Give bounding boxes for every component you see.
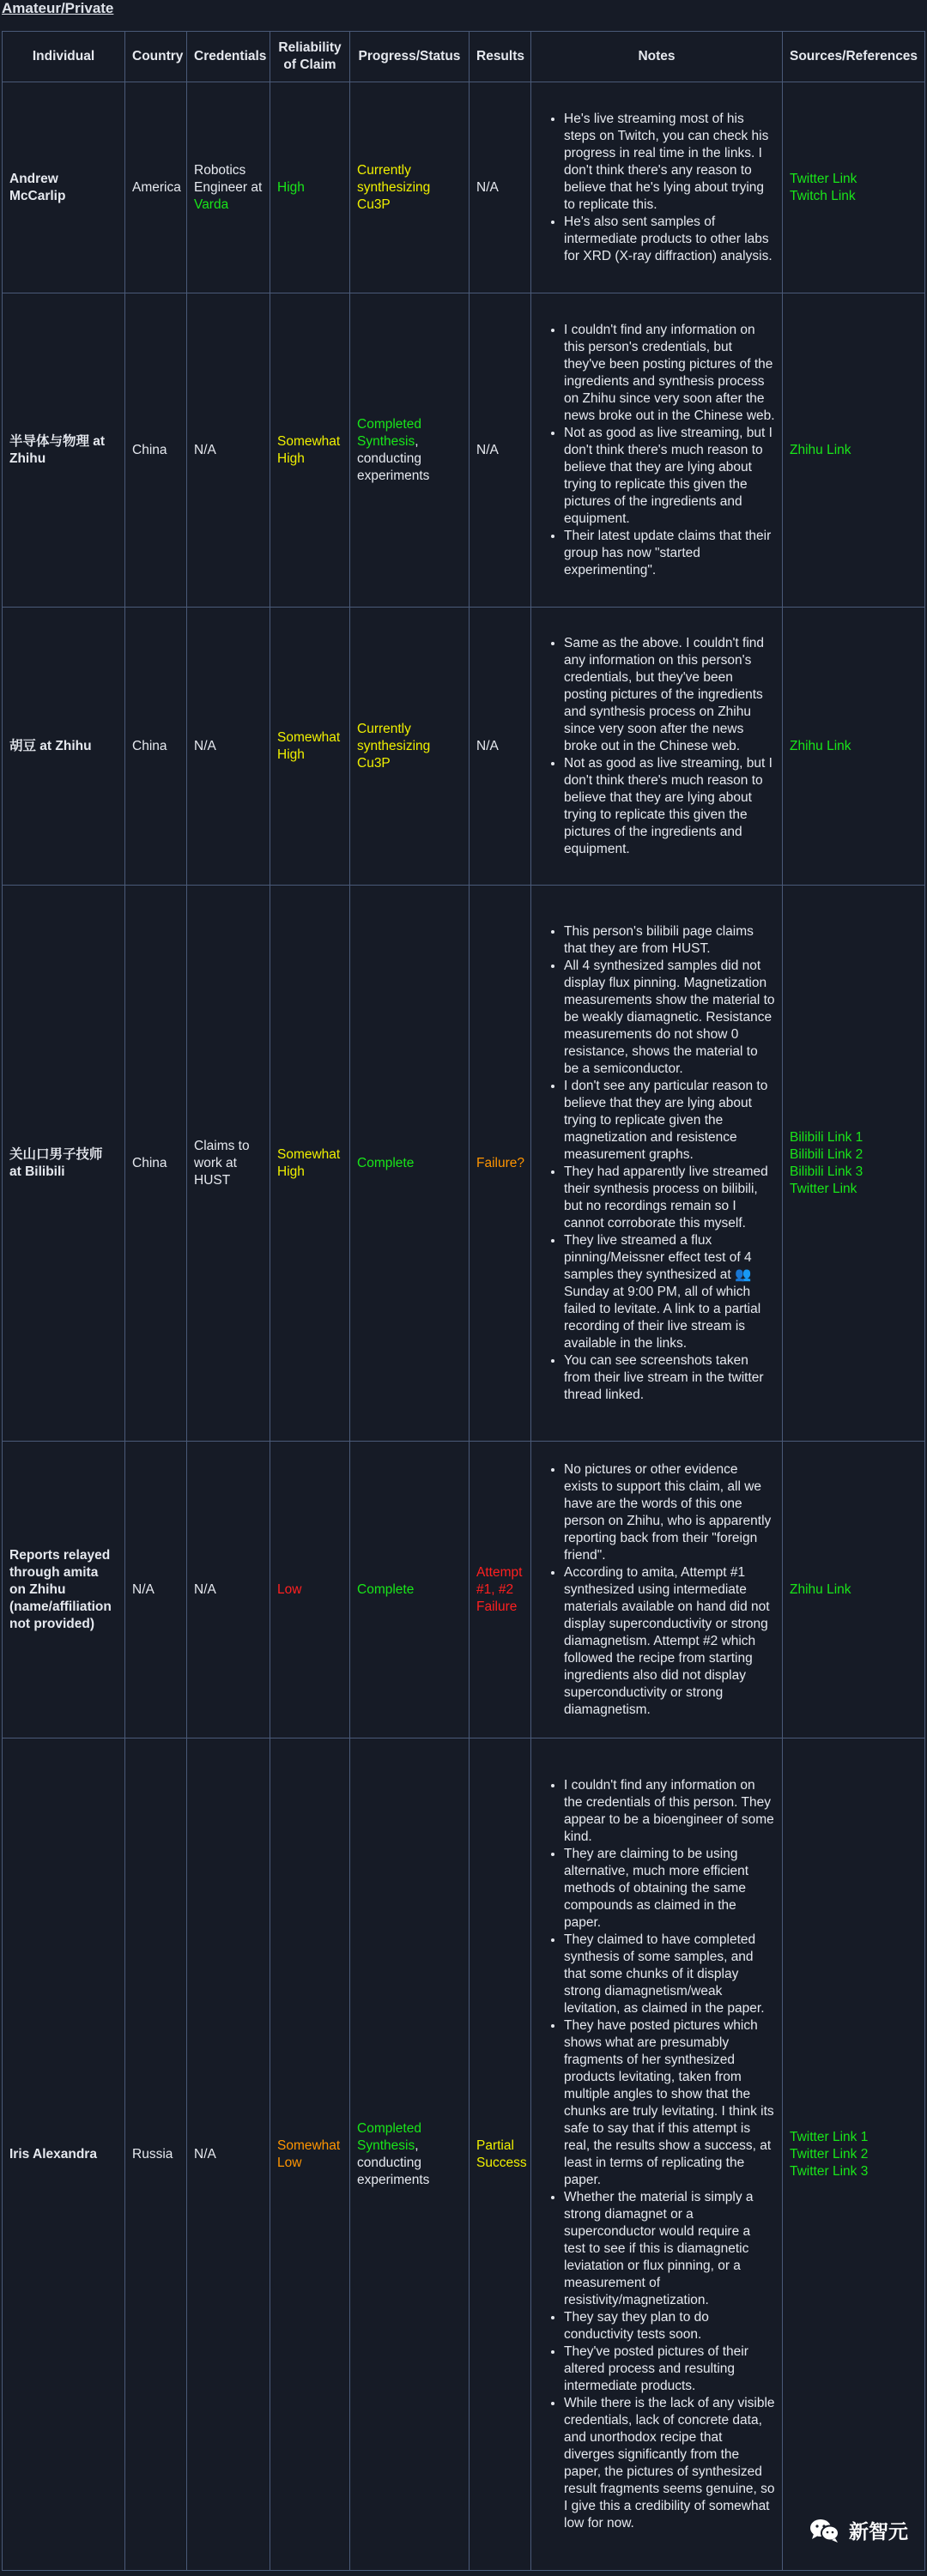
watermark — [809, 2516, 908, 2544]
note-item: • All 4 synthesized samples did not display flux pinning. Magnetization measurements show the material to be weakly diamagnetic. Resistance measurements do not show 0 resistance, shows the material to be a semiconductor. — [564, 958, 775, 1078]
table-row — [3, 1738, 925, 2571]
progress-cell: Currently synthesizing Cu3P — [350, 608, 470, 886]
col-country: Country — [125, 32, 187, 82]
individual-cell: 半导体与物理 at Zhihu — [3, 293, 125, 608]
country-cell: China — [125, 608, 187, 886]
note-item: • They live streamed a flux pinning/Meissner effect test of 4 samples they synthesized at 👥 Sunday at 9:00 PM, all of which failed to levitate. A link to a partial recording of their live stream is available in the links. — [564, 1232, 775, 1352]
watermark-text: 新智元 — [849, 2520, 908, 2543]
table-row — [3, 293, 925, 608]
twitter-link-1[interactable]: Twitter Link 1 — [790, 2129, 869, 2144]
table-row — [3, 82, 925, 293]
col-sources: Sources/References — [783, 32, 925, 82]
sources-cell — [783, 608, 925, 886]
col-notes: Notes — [531, 32, 783, 82]
reliability-cell: Somewhat High — [270, 608, 350, 886]
note-item: • They claimed to have completed synthesis of some samples, and that some chunks of it display strong diamagnetism/weak levitation, as claimed in the paper. — [564, 1932, 775, 2017]
sources-cell — [783, 886, 925, 1442]
note-item: • This person's bilibili page claims that they are from HUST. — [564, 923, 775, 958]
note-item: • He's live streaming most of his steps on Twitch, you can check his progress in real time in the links. I don't think there's any reason to believe that he's lying about trying to replicate this. — [564, 111, 775, 214]
note-item: • While there is the lack of any visible credentials, lack of concrete data, and unorthodox recipe that diverges significantly from the paper, the pictures of synthesized result fragments seems genuine, so I give this a credibility of somewhat low for now. — [564, 2395, 775, 2532]
reliability-cell: Somewhat High — [270, 886, 350, 1442]
note-item: • Whether the material is simply a strong diamagnet or a superconductor would require a test to see if this is diamagnetic leviatation or flux pinning, or a measurement of resistivity/magnetization. — [564, 2189, 775, 2309]
notes-cell — [531, 293, 783, 608]
col-reliability: Reliability of Claim — [270, 32, 350, 82]
country-cell: Russia — [125, 1738, 187, 2571]
country-cell: America — [125, 82, 187, 293]
note-item: • They have posted pictures which shows what are presumably fragments of her synthesized products levitating, taken from multiple angles to show that the chunks are truly levitating. I think its safe to say that if this attempt is real, the results show a success, at least in terms of replicating the paper. — [564, 2017, 775, 2189]
note-item: • He's also sent samples of intermediate products to other labs for XRD (X-ray diffraction) analysis. — [564, 214, 775, 265]
sources-cell — [783, 82, 925, 293]
sources-cell — [783, 1442, 925, 1738]
note-item: • Their latest update claims that their group has now "started experimenting". — [564, 528, 775, 579]
individual-cell: Andrew McCarlip — [3, 82, 125, 293]
notes-cell — [531, 608, 783, 886]
country-cell: China — [125, 293, 187, 608]
bilibili-link-3[interactable]: Bilibili Link 3 — [790, 1164, 863, 1179]
note-item: • I don't see any particular reason to believe that they are lying about trying to replicate given the magnetization and resistence measurement graphs. — [564, 1078, 775, 1164]
bilibili-link-1[interactable]: Bilibili Link 1 — [790, 1129, 863, 1145]
section-title[interactable]: Amateur/Private — [2, 0, 114, 16]
note-item: • Not as good as live streaming, but I don't think there's much reason to believe that they are lying about trying to replicate this given the pictures of the ingredients and equipment. — [564, 755, 775, 858]
twitter-link[interactable]: Twitter Link — [790, 1181, 857, 1196]
table-row — [3, 886, 925, 1442]
note-item: • According to amita, Attempt #1 synthesized using intermediate materials available on hand did not display superconductivity or strong diamagnetism. Attempt #2 which followed the recipe from starting ingredients also did not display superconductivity or strong diamagnetism. — [564, 1564, 775, 1719]
credentials-highlight[interactable]: Varda — [194, 197, 229, 212]
progress-cell: Completed Synthesis, conducting experiments — [350, 293, 470, 608]
twitter-link-2[interactable]: Twitter Link 2 — [790, 2146, 869, 2162]
credentials-cell: N/A — [187, 1442, 270, 1738]
zhihu-link[interactable]: Zhihu Link — [790, 442, 851, 457]
credentials-cell: N/A — [187, 293, 270, 608]
credentials-cell: Claims to work at HUST — [187, 886, 270, 1442]
notes-cell — [531, 82, 783, 293]
note-item: • You can see screenshots taken from their live stream in the twitter thread linked. — [564, 1352, 775, 1404]
individual-cell: 胡豆 at Zhihu — [3, 608, 125, 886]
zhihu-link[interactable]: Zhihu Link — [790, 1581, 851, 1597]
reliability-cell: Somewhat Low — [270, 1738, 350, 2571]
col-credentials: Credentials — [187, 32, 270, 82]
country-cell: China — [125, 886, 187, 1442]
results-cell: N/A — [470, 608, 531, 886]
notes-cell — [531, 1442, 783, 1738]
bilibili-link-2[interactable]: Bilibili Link 2 — [790, 1146, 863, 1162]
wechat-icon — [809, 2518, 840, 2543]
note-item: • No pictures or other evidence exists to support this claim, all we have are the words of this one person on Zhihu, who is apparently reporting back from their "foreign friend". — [564, 1461, 775, 1564]
twitter-link-3[interactable]: Twitter Link 3 — [790, 2163, 869, 2179]
credentials-cell: Robotics Engineer at Varda — [187, 82, 270, 293]
col-progress: Progress/Status — [350, 32, 470, 82]
table-row — [3, 608, 925, 886]
zhihu-link[interactable]: Zhihu Link — [790, 738, 851, 753]
note-item: • They've posted pictures of their altered process and resulting intermediate products. — [564, 2343, 775, 2395]
results-cell: N/A — [470, 293, 531, 608]
individual-cell: Reports relayed through amita on Zhihu (name/affiliation not provided) — [3, 1442, 125, 1738]
reliability-cell: Low — [270, 1442, 350, 1738]
credentials-cell: N/A — [187, 608, 270, 886]
notes-cell — [531, 886, 783, 1442]
results-cell: Failure? — [470, 886, 531, 1442]
sources-cell — [783, 293, 925, 608]
sources-cell — [783, 1738, 925, 2571]
country-cell: N/A — [125, 1442, 187, 1738]
results-cell: N/A — [470, 82, 531, 293]
results-cell: Attempt #1, #2 Failure — [470, 1442, 531, 1738]
col-individual: Individual — [3, 32, 125, 82]
credentials-cell: N/A — [187, 1738, 270, 2571]
col-results: Results — [470, 32, 531, 82]
note-item: • I couldn't find any information on this person's credentials, but they've been posting pictures of the ingredients and synthesis process on Zhihu since very soon after the news broke out in the Chinese web. — [564, 322, 775, 425]
reliability-cell: High — [270, 82, 350, 293]
header-row — [3, 32, 925, 82]
note-item: • Not as good as live streaming, but I don't think there's much reason to believe that they are lying about trying to replicate this given the pictures of the ingredients and equipment. — [564, 425, 775, 528]
note-item: • They say they plan to do conductivity tests soon. — [564, 2309, 775, 2343]
note-item: • They had apparently live streamed their synthesis process on bilibili, but no recordings remain so I cannot corroborate this myself. — [564, 1164, 775, 1232]
reliability-cell: Somewhat High — [270, 293, 350, 608]
note-item: • I couldn't find any information on the credentials of this person. They appear to be a bioengineer of some kind. — [564, 1777, 775, 1846]
note-item: • Same as the above. I couldn't find any information on this person's credentials, but they've been posting pictures of the ingredients and synthesis process on Zhihu since very soon after the news broke out in the Chinese web. — [564, 635, 775, 755]
twitch-link[interactable]: Twitch Link — [790, 188, 856, 203]
individual-cell: 关山口男子技师 at Bilibili — [3, 886, 125, 1442]
progress-cell: Completed Synthesis, conducting experiments — [350, 1738, 470, 2571]
table-row — [3, 1442, 925, 1738]
progress-cell: Currently synthesizing Cu3P — [350, 82, 470, 293]
progress-cell: Complete — [350, 1442, 470, 1738]
twitter-link[interactable]: Twitter Link — [790, 171, 857, 186]
individual-cell: Iris Alexandra — [3, 1738, 125, 2571]
notes-cell — [531, 1738, 783, 2571]
replication-table — [2, 31, 925, 2571]
note-item: • They are claiming to be using alternative, much more efficient methods of obtaining the same compounds as claimed in the paper. — [564, 1846, 775, 1932]
results-cell: Partial Success — [470, 1738, 531, 2571]
progress-cell: Complete — [350, 886, 470, 1442]
